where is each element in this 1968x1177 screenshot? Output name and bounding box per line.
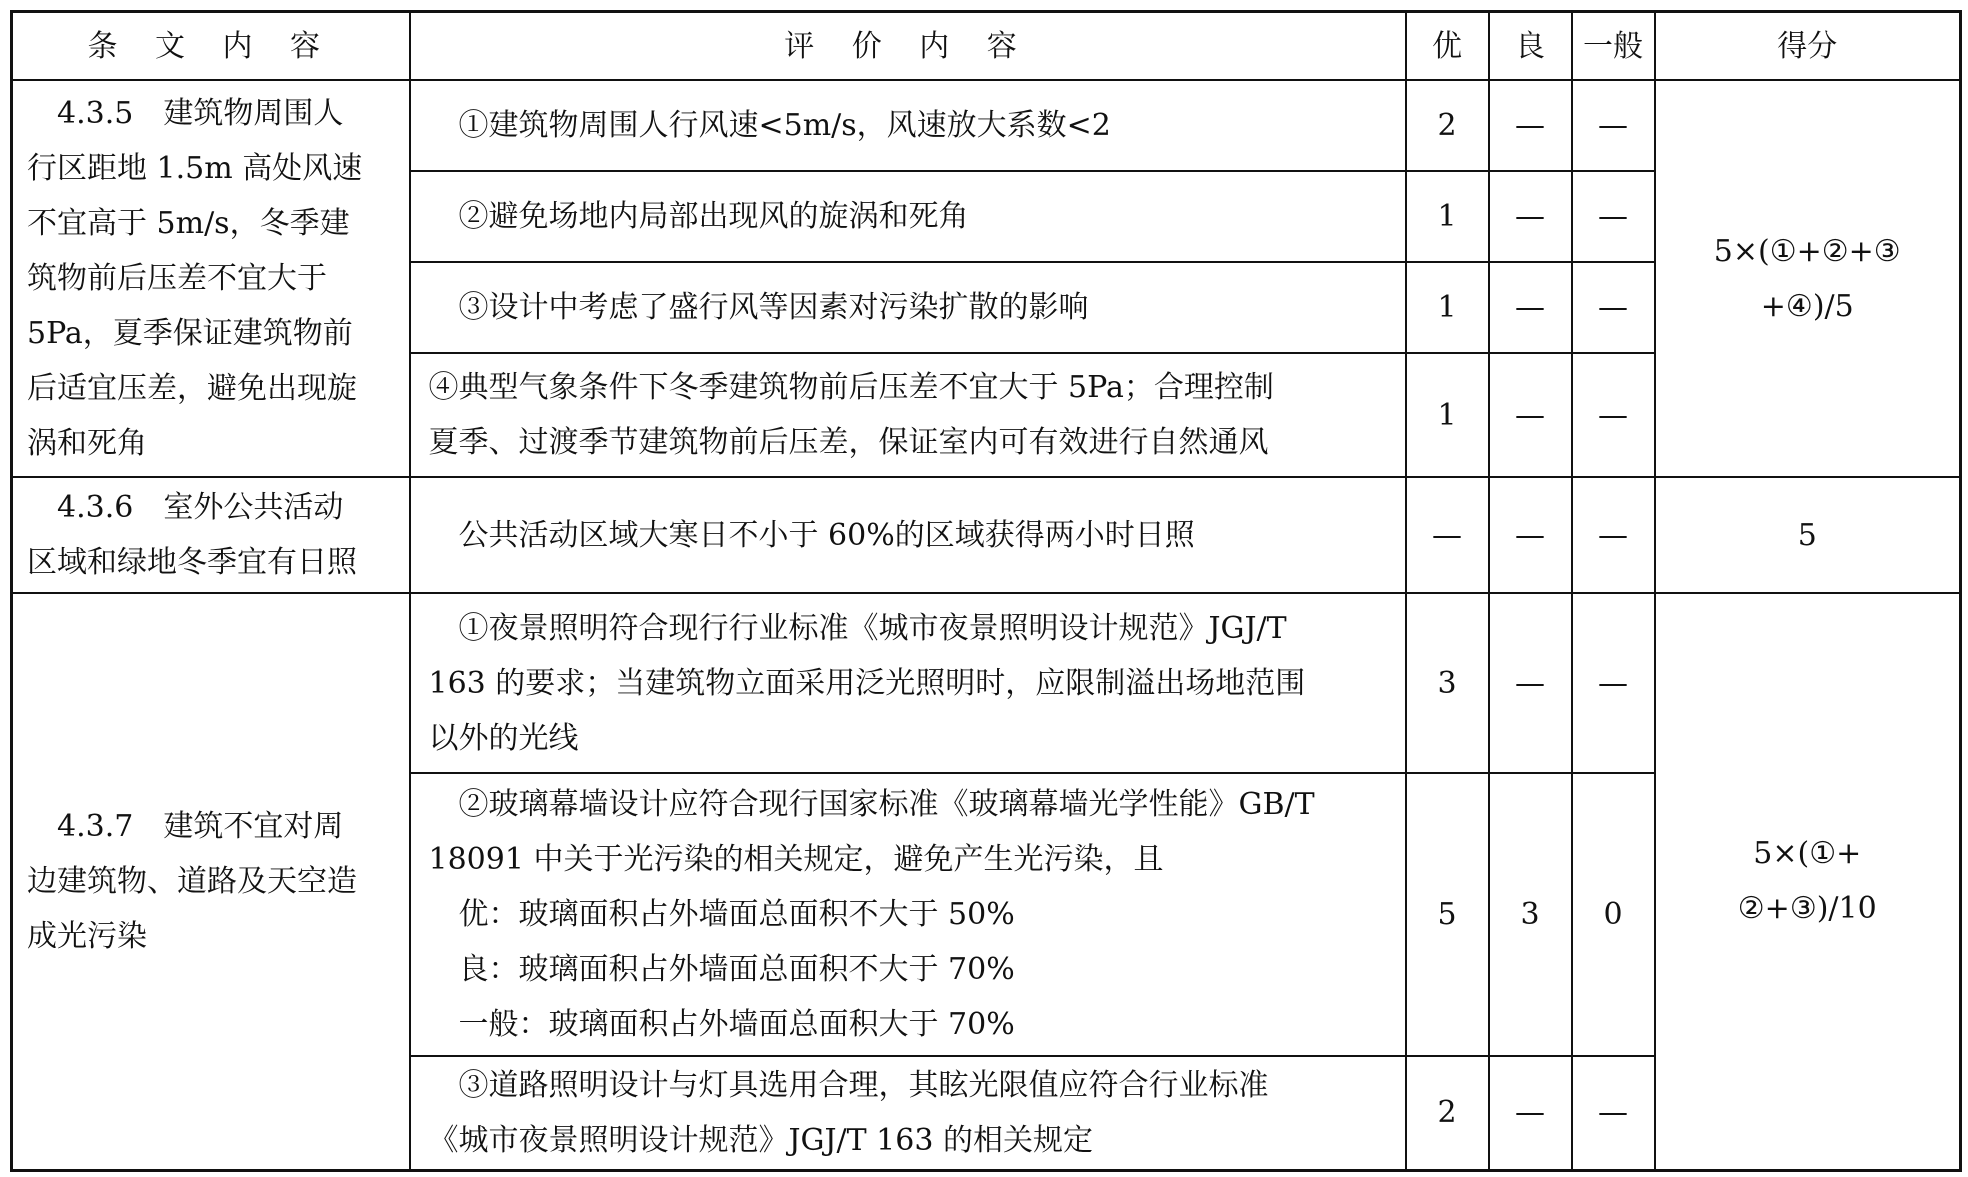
clause-line: 成光污染 — [27, 918, 147, 954]
grade-excellent: 5 — [1406, 773, 1489, 1056]
header-score: 得分 — [1655, 12, 1961, 81]
grade-fair: — — [1572, 171, 1655, 262]
content-line: ②玻璃幕墙设计应符合现行国家标准《玻璃幕墙光学性能》GB/T — [458, 787, 1315, 822]
content-line: ②避免场地内局部出现风的旋涡和死角 — [458, 199, 969, 234]
grade-good: — — [1489, 1056, 1572, 1170]
grade-good: — — [1489, 353, 1572, 477]
header-excellent: 优 — [1406, 12, 1489, 81]
header-fair: 一般 — [1572, 12, 1655, 81]
content-line: 以外的光线 — [428, 720, 579, 756]
header-row — [12, 12, 1961, 81]
table-row — [12, 80, 1961, 171]
clause-cell — [12, 477, 410, 593]
clause-line: 筑物前后压差不宜大于 — [27, 261, 327, 296]
score-line: ②+③)/10 — [1737, 891, 1877, 927]
clause-line: 不宜高于 5m/s，冬季建 — [27, 206, 350, 241]
content-line: 一般：玻璃面积占外墙面总面积大于 70% — [458, 1007, 1015, 1042]
score-line: 5×(①+②+③ — [1713, 233, 1901, 269]
grade-excellent: — — [1406, 477, 1489, 593]
score-line: 5×(①+ — [1753, 836, 1862, 872]
grade-excellent: 2 — [1406, 1056, 1489, 1170]
content-line: 163 的要求；当建筑物立面采用泛光照明时，应限制溢出场地范围 — [428, 665, 1306, 701]
clause-line: 4.3.6 室外公共活动 — [57, 490, 344, 525]
content-cell — [410, 773, 1406, 1056]
clause-line: 边建筑物、道路及天空造 — [27, 863, 357, 899]
content-line: ③设计中考虑了盛行风等因素对污染扩散的影响 — [458, 290, 1089, 325]
grade-excellent: 1 — [1406, 262, 1489, 353]
score-line: +④)/5 — [1760, 288, 1854, 324]
clause-line: 后适宜压差，避免出现旋 — [27, 371, 357, 406]
grade-fair: — — [1572, 353, 1655, 477]
table-row — [12, 477, 1961, 593]
header-clause: 条 文 内 容 — [12, 12, 410, 81]
content-line: 优：玻璃面积占外墙面总面积不大于 50% — [458, 897, 1015, 932]
grade-good: — — [1489, 262, 1572, 353]
content-cell — [410, 593, 1406, 773]
content-cell — [410, 262, 1406, 353]
grade-good: — — [1489, 477, 1572, 593]
content-cell — [410, 171, 1406, 262]
score-cell — [1655, 80, 1961, 477]
grade-fair: 0 — [1572, 773, 1655, 1056]
score-cell — [1655, 593, 1961, 1170]
grade-excellent: 1 — [1406, 353, 1489, 477]
content-line: ①夜景照明符合现行行业标准《城市夜景照明设计规范》JGJ/T — [458, 610, 1287, 646]
content-line: ④典型气象条件下冬季建筑物前后压差不宜大于 5Pa；合理控制 — [428, 370, 1274, 405]
clause-line: 涡和死角 — [27, 426, 147, 461]
grade-excellent: 2 — [1406, 80, 1489, 171]
content-line: 公共活动区域大寒日不小于 60%的区域获得两小时日照 — [458, 517, 1195, 553]
header-good: 良 — [1489, 12, 1572, 81]
content-line: 《城市夜景照明设计规范》JGJ/T 163 的相关规定 — [428, 1122, 1093, 1158]
grade-good: 3 — [1489, 773, 1572, 1056]
grade-good: — — [1489, 80, 1572, 171]
score-cell — [1655, 477, 1961, 593]
score-line: 5 — [1797, 517, 1817, 553]
clause-line: 4.3.7 建筑不宜对周 — [57, 808, 344, 844]
content-line: 夏季、过渡季节建筑物前后压差，保证室内可有效进行自然通风 — [428, 425, 1269, 460]
content-line: ①建筑物周围人行风速<5m/s，风速放大系数<2 — [458, 108, 1111, 143]
content-cell — [410, 1056, 1406, 1170]
header-content: 评 价 内 容 — [410, 12, 1406, 81]
grade-excellent: 1 — [1406, 171, 1489, 262]
content-line: 18091 中关于光污染的相关规定，避免产生光污染，且 — [428, 842, 1164, 877]
grade-good: — — [1489, 593, 1572, 773]
grade-fair: — — [1572, 80, 1655, 171]
grade-excellent: 3 — [1406, 593, 1489, 773]
table-row — [12, 593, 1961, 773]
clause-cell — [12, 80, 410, 477]
clause-line: 5Pa，夏季保证建筑物前 — [27, 316, 353, 351]
grade-fair: — — [1572, 477, 1655, 593]
content-cell — [410, 80, 1406, 171]
content-line: ③道路照明设计与灯具选用合理，其眩光限值应符合行业标准 — [458, 1067, 1269, 1103]
evaluation-table — [10, 10, 1962, 1172]
content-line: 良：玻璃面积占外墙面总面积不大于 70% — [458, 952, 1015, 987]
grade-fair: — — [1572, 1056, 1655, 1170]
content-cell — [410, 353, 1406, 477]
grade-fair: — — [1572, 262, 1655, 353]
clause-cell — [12, 593, 410, 1170]
grade-good: — — [1489, 171, 1572, 262]
clause-line: 4.3.5 建筑物周围人 — [57, 96, 344, 131]
content-cell — [410, 477, 1406, 593]
clause-line: 区域和绿地冬季宜有日照 — [27, 545, 357, 580]
clause-line: 行区距地 1.5m 高处风速 — [27, 151, 363, 186]
grade-fair: — — [1572, 593, 1655, 773]
